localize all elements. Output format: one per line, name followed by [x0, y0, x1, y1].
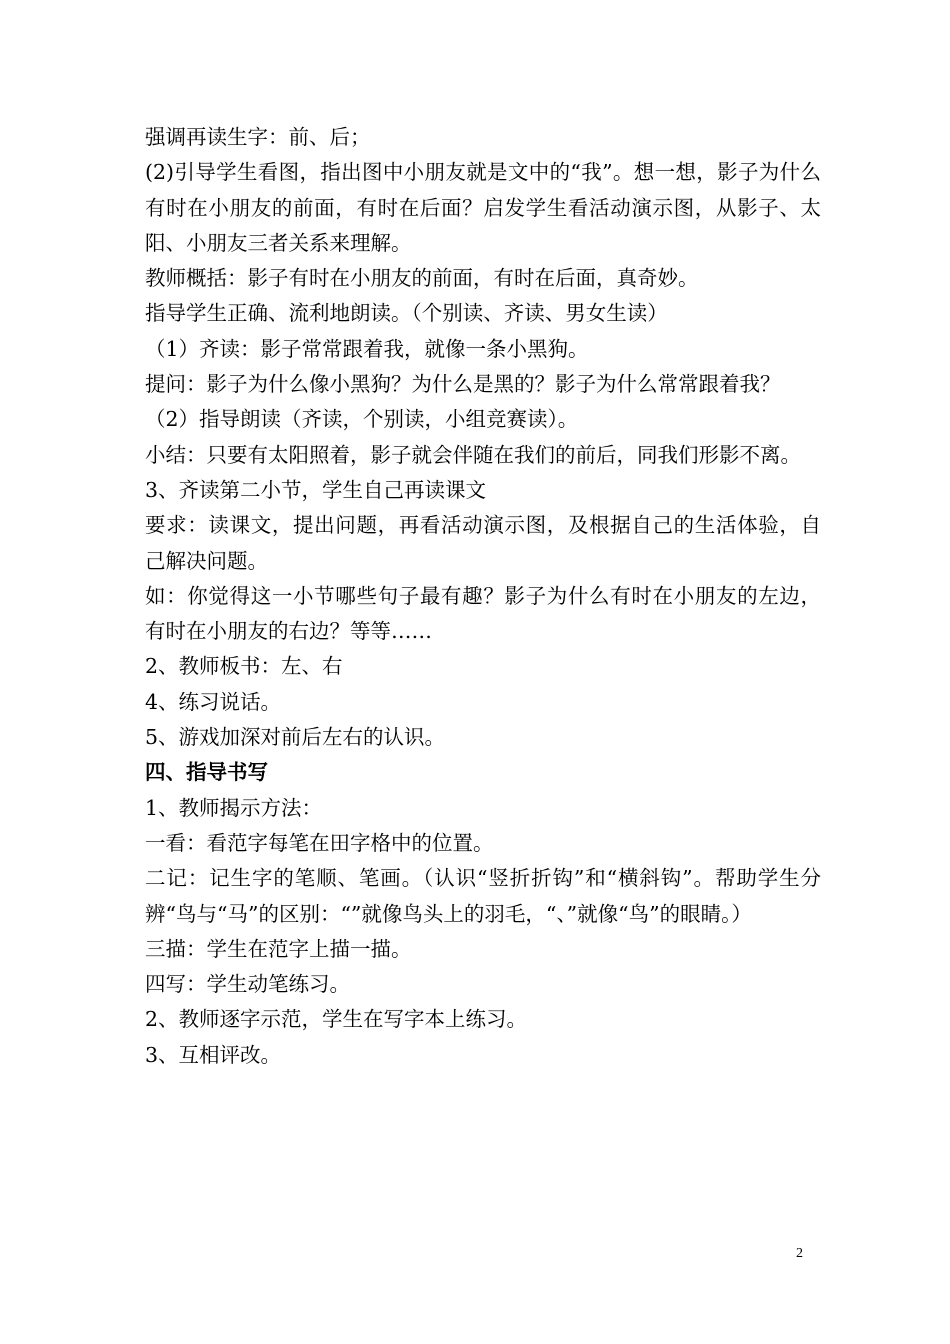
paragraph-4: 指导学生正确、流利地朗读。（个别读、齐读、男女生读） — [145, 301, 668, 326]
document-body — [145, 120, 821, 1073]
paragraph-7: （2）指导朗读（齐读，个别读，小组竞赛读）。 — [145, 407, 579, 432]
paragraph-14: 5、游戏加深对前后左右的认识。 — [145, 725, 446, 750]
paragraph-16: 1、教师揭示方法： — [145, 795, 323, 820]
paragraph-6: 提问：影子为什么像小黑狗？为什么是黑的？影子为什么常常跟着我？ — [145, 372, 781, 397]
paragraph-13: 4、练习说话。 — [145, 689, 282, 714]
paragraph-19: 三描：学生在范字上描一描。 — [145, 936, 412, 961]
paragraph-20: 四写：学生动笔练习。 — [145, 972, 350, 997]
paragraph-2: (2)引导学生看图，指出图中小朋友就是文中的“我”。想一想，影子为什么有时在小朋友的前面，有时在后面？启发学生看活动演示图，从影子、太阳、小朋友三者关系来理解。 — [145, 160, 821, 255]
paragraph-8: 小结：只要有太阳照着，影子就会伴随在我们的前后，同我们形影不离。 — [145, 442, 801, 467]
paragraph-17: 一看：看范字每笔在田字格中的位置。 — [145, 830, 494, 855]
section-heading: 四、指导书写 — [145, 760, 268, 785]
paragraph-11: 如：你觉得这一小节哪些句子最有趣？影子为什么有时在小朋友的左边，有时在小朋友的右边？等等…… — [145, 583, 821, 644]
paragraph-18: 二记：记生字的笔顺、笔画。（认识“竖折折钩”和“横斜钩”。帮助学生分辨“鸟与“马”的区别：“”就像鸟头上的羽毛，“、”就像“鸟”的眼睛。） — [145, 866, 821, 926]
paragraph-9: 3、齐读第二小节，学生自己再读课文 — [145, 477, 487, 502]
paragraph-21: 2、教师逐字示范，学生在写字本上练习。 — [145, 1007, 528, 1032]
paragraph-1: 强调再读生字：前、后； — [145, 125, 371, 149]
paragraph-5: （1）齐读：影子常常跟着我，就像一条小黑狗。 — [145, 336, 589, 361]
paragraph-22: 3、互相评改。 — [145, 1042, 282, 1067]
paragraph-3: 教师概括：影子有时在小朋友的前面，有时在后面，真奇妙。 — [145, 266, 699, 291]
paragraph-12: 2、教师板书：左、右 — [145, 654, 343, 679]
page-number: 2 — [796, 1246, 803, 1261]
paragraph-10: 要求：读课文，提出问题，再看活动演示图，及根据自己的生活体验，自己解决问题。 — [145, 513, 821, 573]
